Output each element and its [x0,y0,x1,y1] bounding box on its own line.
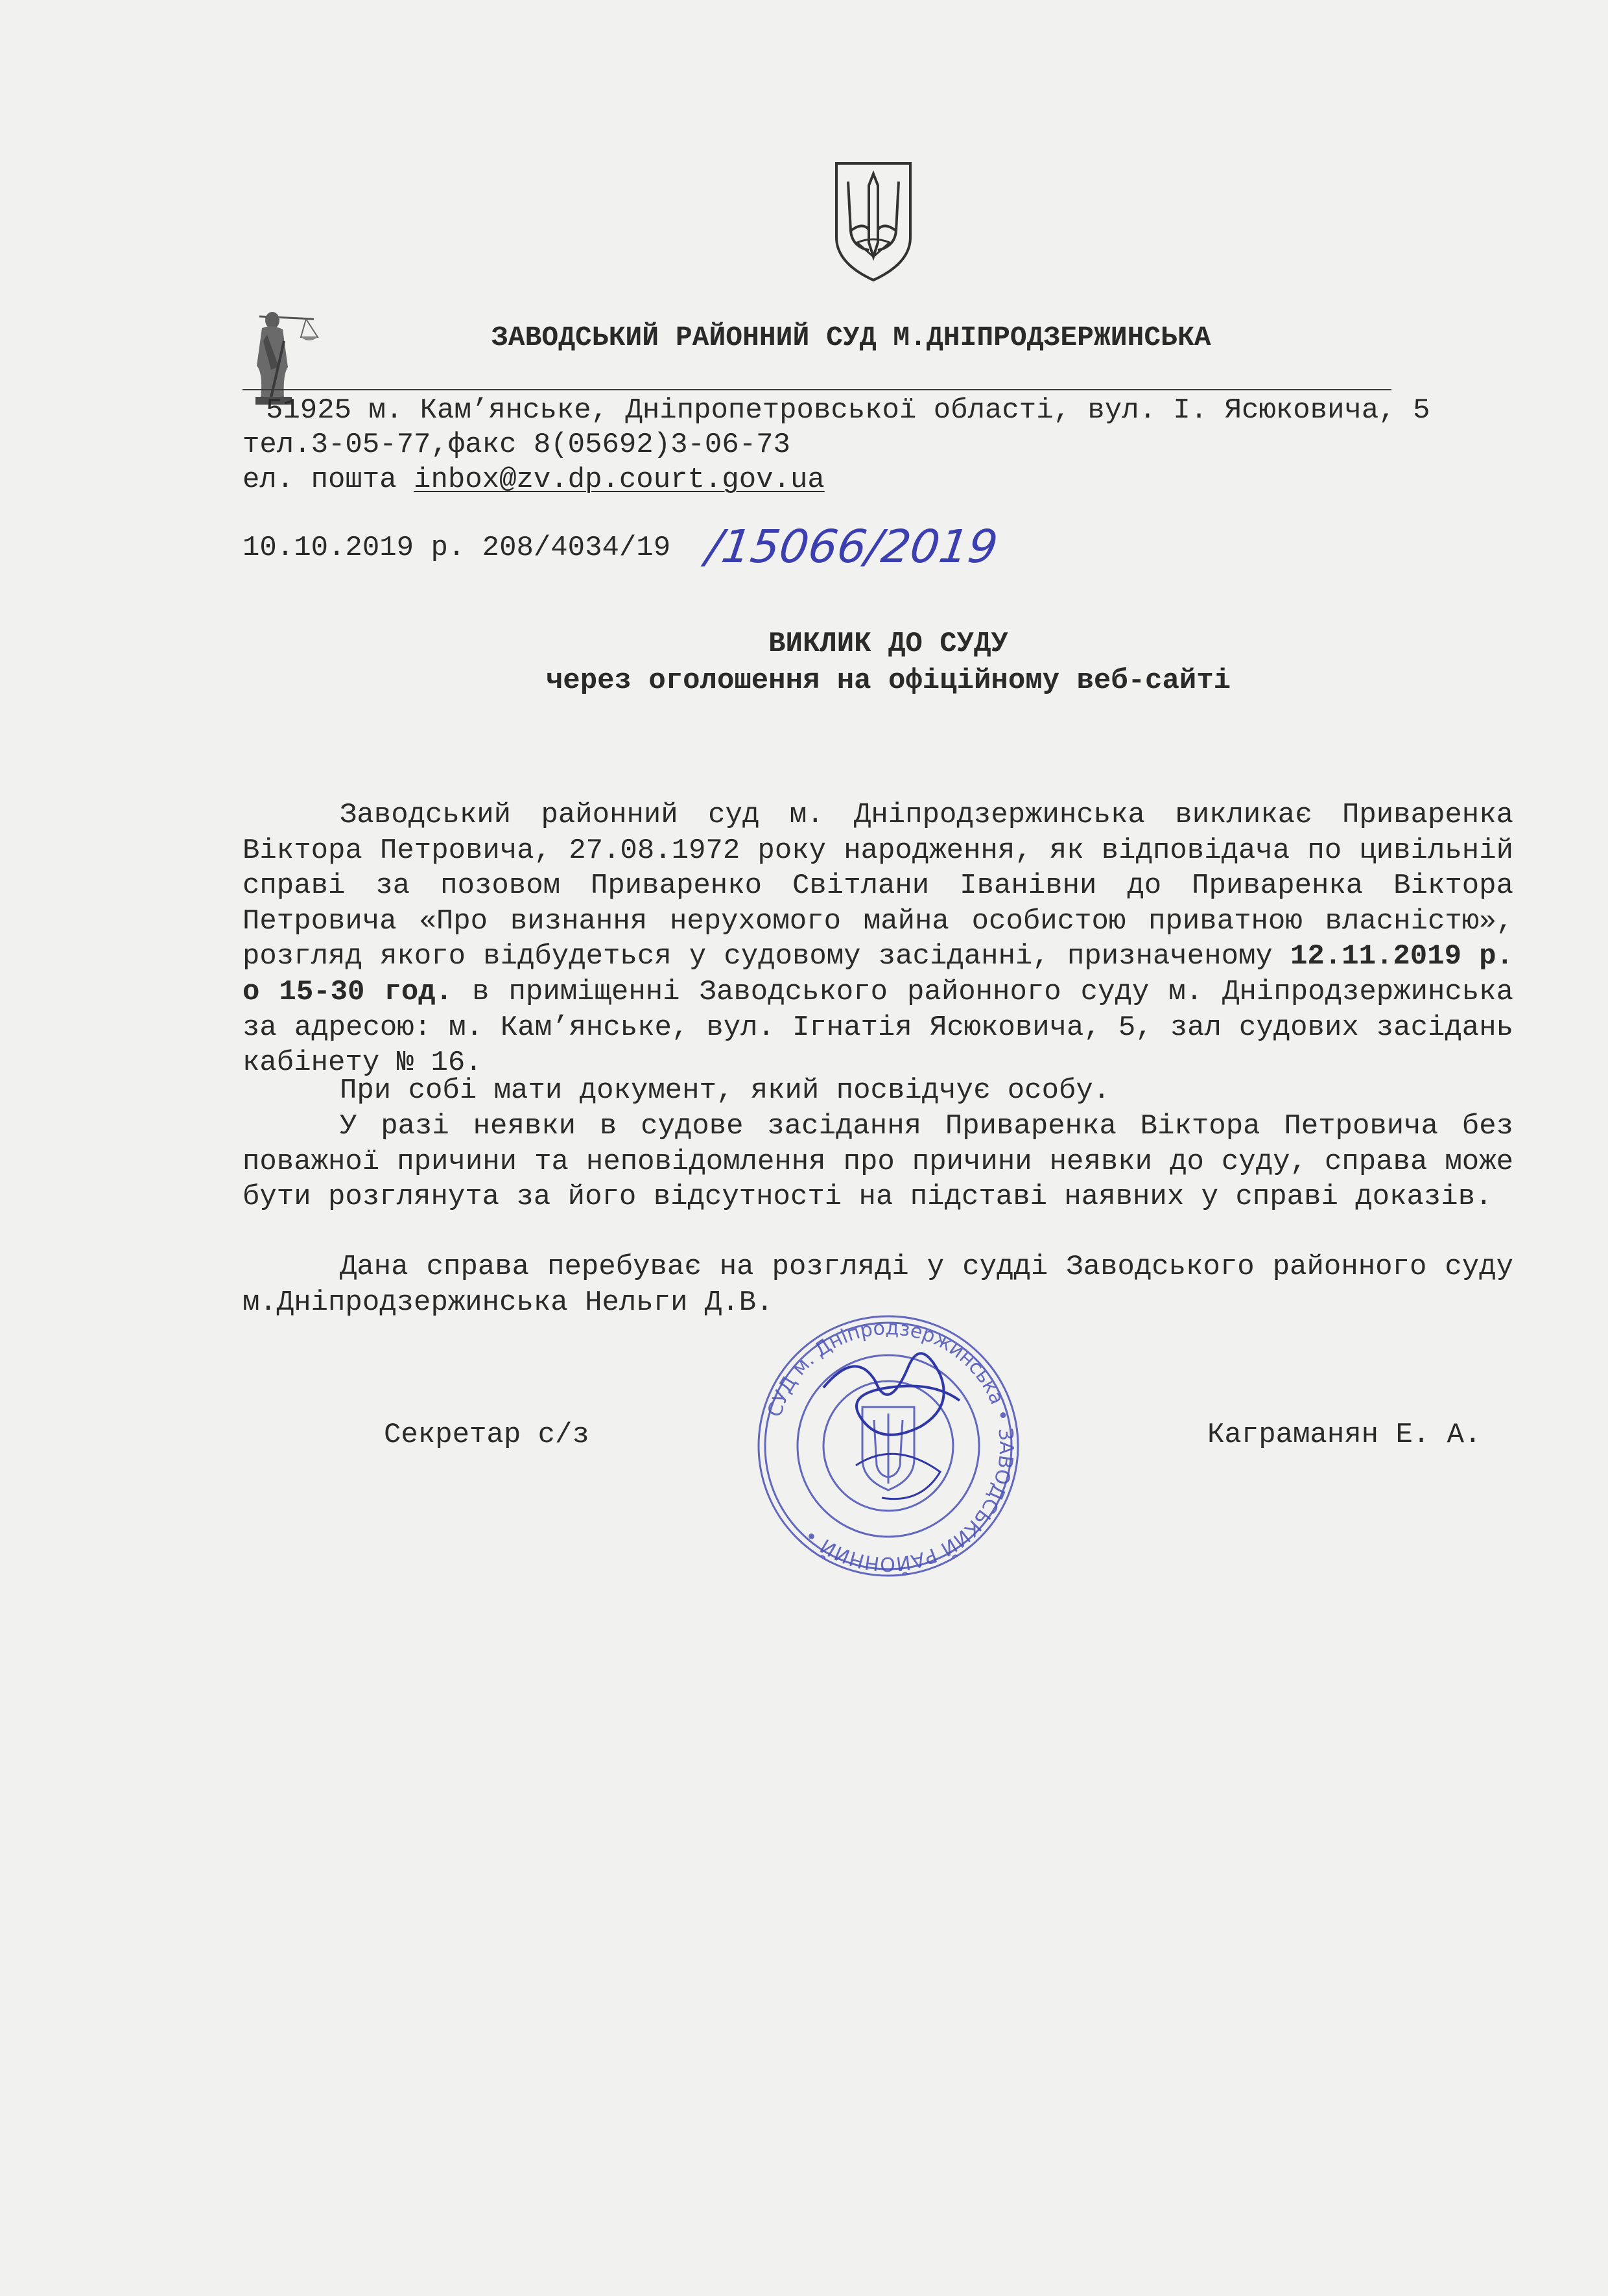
summons-text-end: в приміщенні Заводського районного суду м. Дніпродзержинська за адресою: м. Кам’янське, вул. Ігнатія Ясюковича, 5, зал судових засідань кабінету № 16. [242,975,1513,1080]
handwritten-registration-number: /15066/2019 [703,520,1001,573]
id-document-paragraph: При собі мати документ, який посвідчує особу. [340,1074,1111,1107]
email-label: ел. пошта [242,464,414,496]
hearing-datetime: 12.11.2019 р. о 15-30 год. [242,940,1513,1008]
non-appearance-paragraph: У разі неявки в судове засідання Приваренка Віктора Петровича без поважної причини та неповідомлення про причини неявки до суду, справа може бути розглянута за його відсутності на підставі наявних у справі доказів. [242,1110,1513,1214]
stamp-circular-text: СУД м. Дніпродзержинська • ЗАВОДСЬКИЙ РАЙОННИЙ • [763,1316,1018,1576]
court-name-heading: ЗАВОДСЬКИЙ РАЙОННИЙ СУД М.ДНІПРОДЗЕРЖИНСЬКА [491,322,1211,353]
secretary-label: Секретар с/з [384,1419,589,1451]
summons-text-start: Заводський районний суд м. Дніпродзержинська викликає Приваренка Віктора Петровича, 27.08.1972 року народження, як відповідача по цивільній справі за позовом Приваренко Світлани Іванівни до Приваренка Віктора Петровича «Про визнання нерухомого майна особистою приватною власністю», розгляд якого відбудеться у судовому засіданні, призначеному [242,799,1513,973]
document-title: ВИКЛИК ДО СУДУ [768,628,1008,660]
ukraine-trident-emblem-icon [831,160,916,283]
header-divider [242,389,1391,390]
court-seal-stamp [726,1310,1050,1582]
court-phones: тел.3-05-77,факс 8(05692)3-06-73 [242,429,790,461]
judge-paragraph: Дана справа перебуває на розгляді у судді Заводського районного суду м.Дніпродзержинська Нельги Д.В. [242,1251,1513,1319]
court-email-line [242,462,825,497]
document-subtitle: через оголошення на офіційному веб-сайті [545,665,1231,697]
secretary-name: Каграманян Е. А. [1207,1419,1482,1451]
themis-statue-icon [241,302,332,406]
court-address: 51925 м. Кам’янське, Дніпропетровської області, вул. І. Ясюковича, 5 [266,394,1430,427]
signature-scribble [823,1353,960,1435]
email-link[interactable]: inbox@zv.dp.court.gov.ua [414,464,825,496]
summons-paragraph [242,798,1513,1081]
date-and-case-number: 10.10.2019 р. 208/4034/19 [242,532,671,564]
